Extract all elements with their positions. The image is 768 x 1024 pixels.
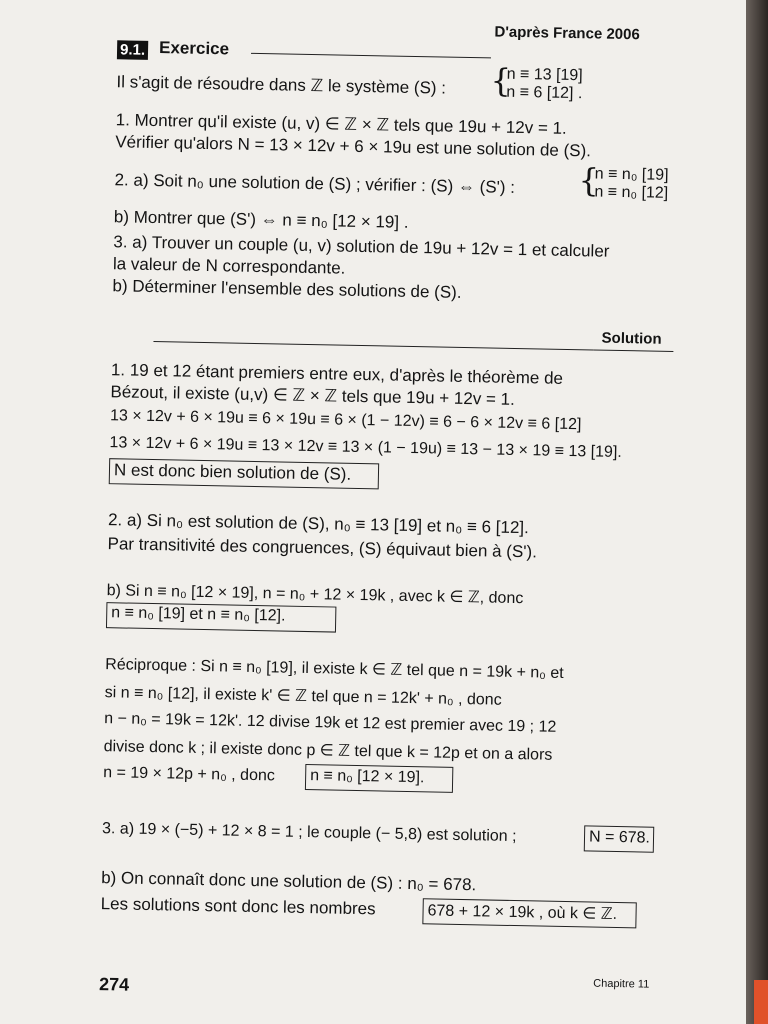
- q1-line-2: Vérifier qu'alors N = 13 × 12v + 6 × 19u est une solution de (S).: [115, 132, 592, 161]
- page-edge-red: [754, 980, 768, 1024]
- s1-line-1: 1. 19 et 12 étant premiers entre eux, d'après le théorème de: [110, 360, 564, 388]
- system-line-1: n ≡ 13 [19]: [506, 65, 583, 85]
- s1-boxed-text: N est donc bien solution de (S).: [113, 460, 352, 484]
- s2b-line-1: b) Si n ≡ n₀ [12 × 19], n = n₀ + 12 × 19k , avec k ∈ ℤ, donc: [106, 582, 524, 608]
- source-label: D'après France 2006: [494, 23, 640, 44]
- header-rule: [251, 53, 491, 59]
- q2b-text: b) Montrer que (S') ⇔ n ≡ n₀ [12 × 19] .: [113, 207, 409, 232]
- rec-line-1: Réciproque : Si n ≡ n₀ [19], il existe k ∈ ℤ tel que n = 19k + n₀ et: [105, 656, 564, 682]
- s3b-boxed: [422, 898, 636, 928]
- exercise-number-badge: 9.1.: [117, 40, 148, 60]
- solution-rule-end: [593, 349, 673, 352]
- rec-line-3: n − n₀ = 19k = 12k'. 12 divise 19k et 12 est premier avec 19 ; 12: [104, 710, 557, 736]
- s2b-boxed-text: n ≡ n₀ [19] et n ≡ n₀ [12].: [111, 604, 286, 625]
- s2a-line-2: Par transitivité des congruences, (S) équivaut bien à (S').: [107, 534, 538, 562]
- solution-rule: [153, 341, 593, 350]
- page-edge-shadow: [746, 0, 768, 1024]
- s3a-text: 3. a) 19 × (−5) + 12 × 8 = 1 ; le couple (− 5,8) est solution ;: [101, 820, 517, 846]
- s1-line-3: 13 × 12v + 6 × 19u ≡ 6 × 19u ≡ 6 × (1 − 12v) ≡ 6 − 6 × 12v ≡ 6 [12]: [109, 407, 582, 434]
- rec-boxed-text: n ≡ n₀ [12 × 19].: [310, 767, 425, 787]
- s3b-line-1: b) On connaît donc une solution de (S) : n₀ = 678.: [100, 868, 477, 895]
- s3b-line-2: Les solutions sont donc les nombres: [100, 894, 376, 919]
- s1-line-2: Bézout, il existe (u,v) ∈ ℤ × ℤ tels que 19u + 12v = 1.: [110, 382, 516, 409]
- solution-title: Solution: [601, 329, 662, 348]
- q1-line-1: 1. Montrer qu'il existe (u, v) ∈ ℤ × ℤ tels que 19u + 12v = 1.: [115, 110, 567, 138]
- s3a-boxed-text: N = 678.: [588, 828, 651, 847]
- q2a-text: 2. a) Soit n₀ une solution de (S) ; vérifier : (S) ⇔ (S') :: [114, 170, 516, 197]
- rec-line-5: n = 19 × 12p + n₀ , donc: [103, 764, 275, 785]
- q3b-text: b) Déterminer l'ensemble des solutions de (S).: [112, 276, 462, 302]
- s3b-boxed-text: 678 + 12 × 19k , où k ∈ ℤ.: [427, 902, 618, 924]
- rec-line-2: si n ≡ n₀ [12], il existe k' ∈ ℤ tel que n = 12k' + n₀ , donc: [104, 684, 502, 709]
- system-line-2: n ≡ 6 [12] .: [506, 83, 583, 103]
- rec-line-4: divise donc k ; il existe donc p ∈ ℤ tel que k = 12p et on a alors: [103, 738, 553, 764]
- s3a-boxed: [584, 825, 654, 852]
- s1-boxed: [109, 458, 379, 489]
- page-number: 274: [98, 974, 130, 995]
- q3a-line-1: 3. a) Trouver un couple (u, v) solution de 19u + 12v = 1 et calculer: [113, 232, 610, 261]
- s1-line-4: 13 × 12v + 6 × 19u ≡ 13 × 12v ≡ 13 × (1 − 19u) ≡ 13 − 13 × 19 ≡ 13 [19].: [109, 434, 622, 462]
- s2b-boxed: [106, 602, 336, 632]
- q3a-line-2: la valeur de N correspondante.: [112, 254, 346, 278]
- q2a-system-line-2: n ≡ n₀ [12]: [594, 183, 669, 202]
- q2a-brace: {: [578, 161, 600, 200]
- s2a-line-1: 2. a) Si n₀ est solution de (S), n₀ ≡ 13 [19] et n₀ ≡ 6 [12].: [107, 510, 530, 538]
- q2a-system-line-1: n ≡ n₀ [19]: [594, 165, 669, 184]
- chapter-label: Chapitre 11: [593, 977, 650, 991]
- system-brace: {: [490, 61, 512, 100]
- exercise-label: Exercice: [158, 38, 230, 59]
- rec-boxed: [305, 764, 453, 793]
- statement-intro: Il s'agit de résoudre dans ℤ le système (S) :: [116, 72, 447, 98]
